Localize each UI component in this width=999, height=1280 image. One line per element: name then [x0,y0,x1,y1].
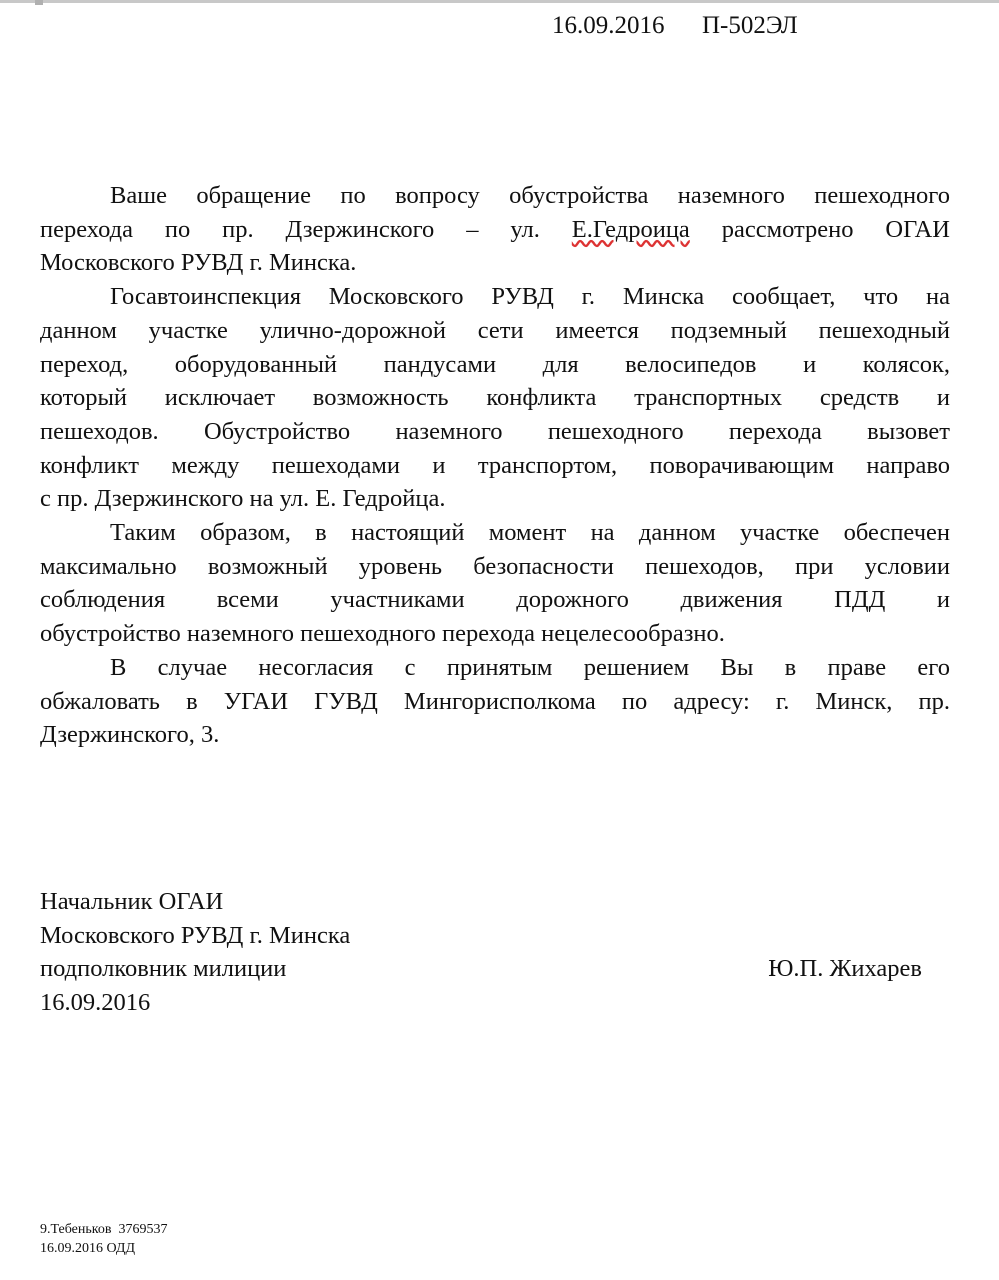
text-line: который исключает возможность конфликта транспортных средств и [40,384,950,412]
text-line: Таким образом, в настоящий момент на данном участке обеспечен [110,519,950,547]
text-line: данном участке улично-дорожной сети имеется подземный пешеходный [40,316,950,344]
text-line: максимально возможный уровень безопасности пешеходов, при условии [40,552,950,580]
signature-name: Ю.П. Жихарев [768,955,922,982]
paragraph [40,651,950,752]
signature-block [40,885,922,1019]
footer-note [40,1220,167,1258]
text-line: конфликт между пешеходами и транспортом, поворачивающим направо [40,451,950,479]
signature-date: 16.09.2016 [40,988,151,1016]
paragraph [40,280,950,516]
document-header [552,12,798,40]
text-line: В случае несогласия с принятым решением Вы в праве его [110,653,950,681]
text-line: Госавтоинспекция Московского РУВД г. Минска сообщает, что на [110,283,950,311]
text-line: перехода по пр. Дзержинского – ул. Е.Гедроица рассмотрено ОГАИ [40,215,950,243]
text-line: обжаловать в УГАИ ГУВД Мингорисполкома по адресу: г. Минск, пр. [40,687,950,715]
text-line: соблюдения всеми участниками дорожного движения ПДД и [40,586,950,614]
text-line: Дзержинского, 3. [40,721,220,749]
header-number: П-502ЭЛ [702,12,798,39]
signature-position: Начальник ОГАИ [40,888,224,915]
text-line: переход, оборудованный пандусами для велосипедов и колясок, [40,350,950,378]
text-line: пешеходов. Обустройство наземного пешеходного перехода вызовет [40,417,950,445]
paragraph [40,179,950,280]
footer-date: 16.09.2016 ОДД [40,1241,136,1256]
spellcheck-word: Е.Гедроица [571,215,690,243]
text-line: обустройство наземного пешеходного перехода нецелесообразно. [40,620,725,648]
signature-department: Московского РУВД г. Минска [40,921,351,949]
text-line: с пр. Дзержинского на ул. Е. Гедройца. [40,485,446,513]
signature-rank: подполковник милиции [40,955,287,982]
window-top-border [0,0,999,3]
text-line: Московского РУВД г. Минска. [40,249,357,277]
header-date: 16.09.2016 [552,12,665,39]
scroll-handle[interactable] [35,0,43,5]
paragraph [40,516,950,651]
footer-executor: 9.Тебеньков 3769537 [40,1222,168,1237]
letter-body [40,179,950,752]
text-line: Ваше обращение по вопросу обустройства наземного пешеходного [110,182,950,209]
